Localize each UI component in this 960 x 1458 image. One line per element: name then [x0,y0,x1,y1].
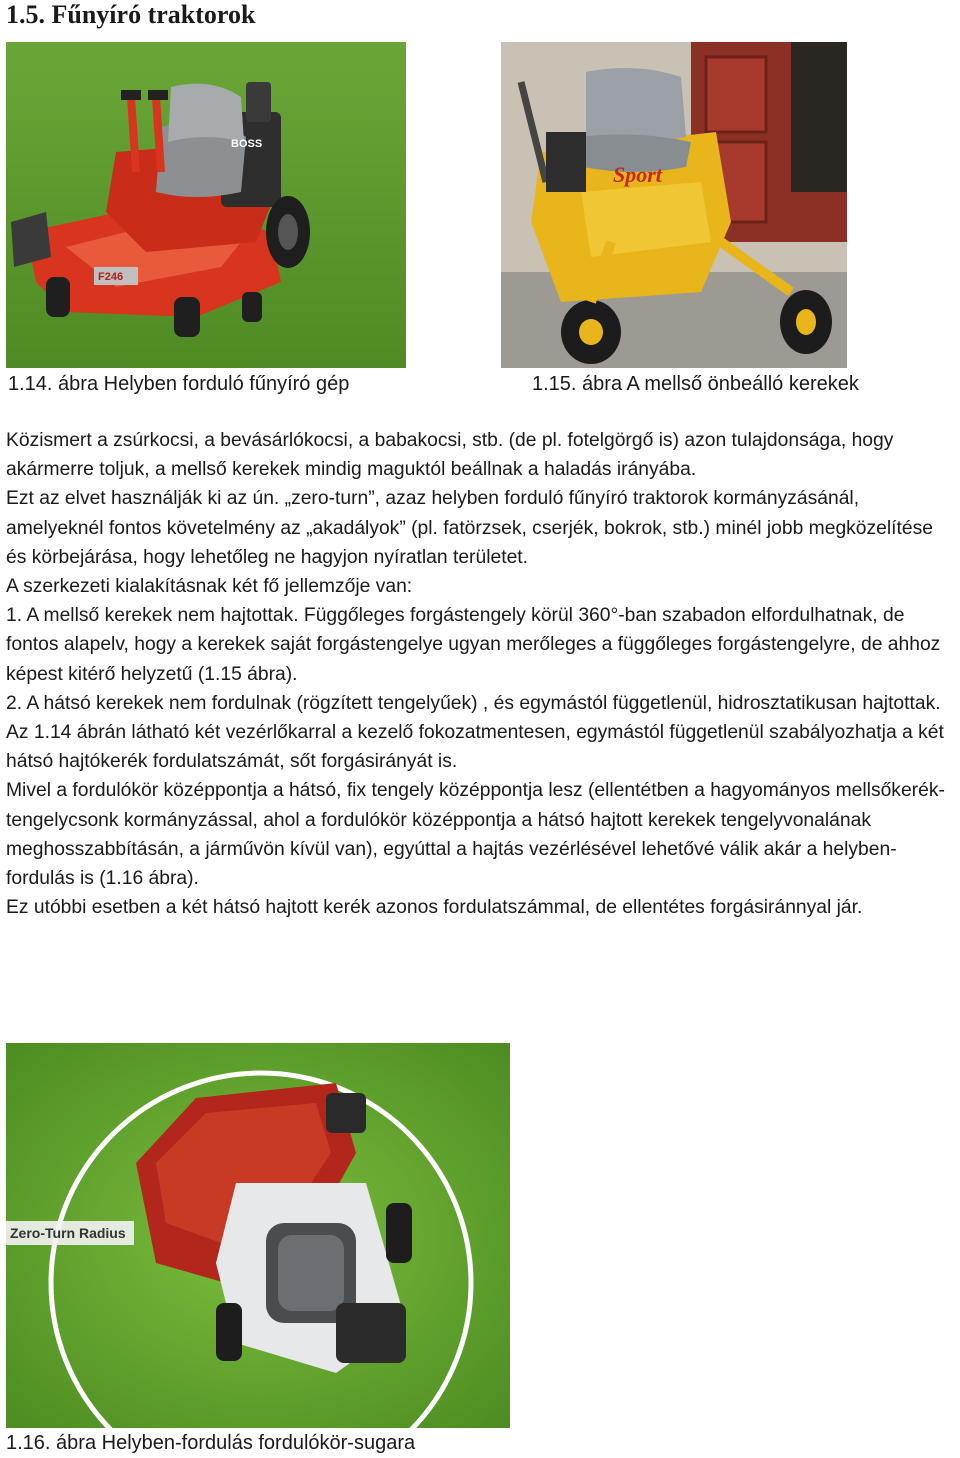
figure-caption-1-15: 1.15. ábra A mellső önbeálló kerekek [532,373,859,395]
paragraph-features-heading: A szerkezeti kialakításnak két fő jellemzője van: [6,576,413,598]
paragraph-turning-center: Mivel a fordulókör középpontja a hátsó, fix tengely középpontja lesz (ellentétben a hagyományos mellsőkerék-tengelycsonk kormányzással, ahol a fordulókör középpontja a hátsó hajtott kerekek tengelyvonalának meghosszabbításán, a járművön kívül van), egyúttal a hajtás vezérlésével lehetővé válik akár a helyben-fordulás is (1.16 ábra). [6,780,945,890]
paragraph-feature-1: 1. A mellső kerekek nem hajtottak. Függőleges forgástengely körül 360°-ban szabadon elfordulhatnak, de fontos alapelv, hogy a kerekek saját forgástengelye ugyan merőleges a függőleges forgástengelyre, de ahhoz képest kitérő helyzetű (1.15 ábra). [6,605,941,685]
body-text [6,426,958,922]
figure-caption-1-16: 1.16. ábra Helyben-fordulás fordulókör-sugara [6,1432,416,1454]
paragraph-zero-turn: Ezt az elvet használják ki az ún. „zero-turn”, azaz helyben forduló fűnyíró traktorok kormányzásánál, amelyeknél fontos követelmény az „akadályok” (pl. fatörzsek, cserjék, bokrok, stb.) minél jobb megközelítése és körbejárása, hogy lehetőleg ne hagyjon nyíratlan területet. [6,488,933,568]
paragraph-counter-rotation: Ez utóbbi esetben a két hátsó hajtott kerék azonos fordulatszámmal, de ellentétes forgásiránnyal jár. [6,897,863,919]
mower-model-badge: F246 [98,271,124,283]
red-zero-turn-mower-photo [6,42,406,368]
zero-turn-radius-label: Zero-Turn Radius [10,1225,126,1241]
mower-brand-badge: BOSS [231,138,263,150]
zero-turn-radius-photo [6,1043,510,1428]
figure-caption-1-14: 1.14. ábra Helyben forduló fűnyíró gép [8,373,350,395]
paragraph-intro: Közismert a zsúrkocsi, a bevásárlókocsi, a babakocsi, stb. (de pl. fotelgörgő is) azon tulajdonsága, hogy akármerre toljuk, a mellső kerekek mindig maguktól beállnak a haladás irányába. [6,430,894,481]
section-title: 1.5. Fűnyíró traktorok [6,0,256,29]
mower-sport-badge: Sport [613,162,662,187]
yellow-mower-caster-photo [501,42,847,368]
paragraph-feature-2: 2. A hátsó kerekek nem fordulnak (rögzített tengelyűek) , és egymástól függetlenül, hidrosztatikusan hajtottak. Az 1.14 ábrán látható két vezérlőkarral a kezelő fokozatmentesen, egymástól függetlenül szabályozhatja a két hátsó hajtókerék fordulatszámát, sőt forgásirányát is. [6,692,944,773]
